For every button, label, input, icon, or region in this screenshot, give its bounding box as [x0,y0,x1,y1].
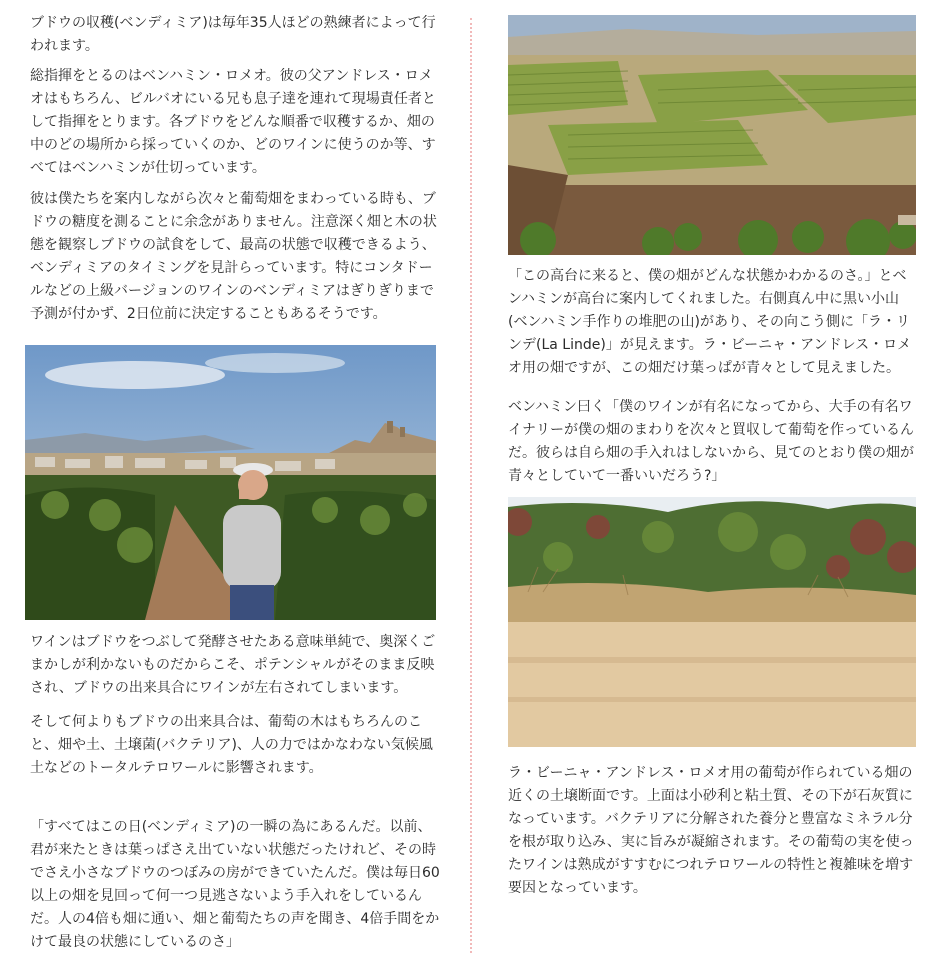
column-divider [470,18,472,953]
hilltop-vineyard-view-photo [508,15,916,255]
left-paragraph-4: ワインはブドウをつぶして発酵させたある意味単純で、奥深くごまかしが利かないものだからこそ、ポテンシャルがそのまま反映され、ブドウの出来具合にワインが左右されてしまいます。 [30,634,436,696]
right-paragraph-1: 「この高台に来ると、僕の畑がどんな状態かわかるのさ。」とベンハミンが高台に案内してくれました。右側真ん中に黒い小山(ベンハミン手作りの堆肥の山)があり、その向こう側に「ラ・リンデ(La Linde)」が見えます。ラ・ビーニャ・アンドレス・ロメオ用の畑ですが、この畑だけ葉っぱが青々として見えました。 [508,268,912,376]
right-paragraph-3: ラ・ビーニャ・アンドレス・ロメオ用の葡萄が作られている畑の近くの土壌断面です。上面は小砂利と粘土質、その下が石灰質になっています。バクテリアに分解された養分と豊富なミネラル分を根が取り込み、実に旨みが凝縮されます。その葡萄の実を使ったワインは熟成がすすむにつれテロワールの特性と複雑味を増す要因となっています。 [508,765,914,896]
left-paragraph-5: そして何よりもブドウの出来具合は、葡萄の木はもちろんのこと、畑や土、土壌菌(バクテリア)、人の力ではかなわない気候風土などのトータルテロワールに影響されます。 [30,714,433,776]
left-quote: 「すべてはこの日(ベンディミア)の一瞬の為にあるんだ。以前、君が来たときは葉っぱさえ出ていない状態だったけれど、その時でさえ小さなブドウのつぼみの房ができていたんだ。僕は毎日60以上の畑を見回って何一つ見逃さないよう手入れをしているんだ。人の4倍も畑に通い、畑と葡萄たちの声を聞き、4倍手間をかけて最良の状態にしているのさ」 [30,819,440,950]
soil-cross-section-photo [508,497,916,747]
left-paragraph-1: ブドウの収穫(ベンディミア)は毎年35人ほどの熟練者によって行われます。 [30,15,436,54]
left-paragraph-2: 総指揮をとるのはベンハミン・ロメオ。彼の父アンドレス・ロメオはもちろん、ビルバオにいる兄も息子達を連れて現場責任者として指揮をとります。各ブドウをどんな順番で収穫するか、畑の中のどの場所から採っていくのか、どのワインに使うのか等、すべてはベンハミンが仕切っています。 [30,68,436,176]
left-paragraph-3: 彼は僕たちを案内しながら次々と葡萄畑をまわっている時も、ブドウの糖度を測ることに余念がありません。注意深く畑と木の状態を観察しブドウの試食をして、最高の状態で収穫できるよう、ベンディミアのタイミングを見計らっています。特にコンタドールなどの上級バージョンのワインのベンディミアはぎりぎりまで予測が付かず、2日位前に決定することもあるそうです。 [30,191,437,322]
right-paragraph-2: ベンハミン曰く「僕のワインが有名になってから、大手の有名ワイナリーが僕の畑のまわりを次々と買収して葡萄を作っているんだ。彼らは自ら畑の手入れはしないから、見てのとおり僕の畑が青々としていて一番いいだろう?」 [508,399,914,484]
winemaker-vineyard-photo [25,345,436,620]
